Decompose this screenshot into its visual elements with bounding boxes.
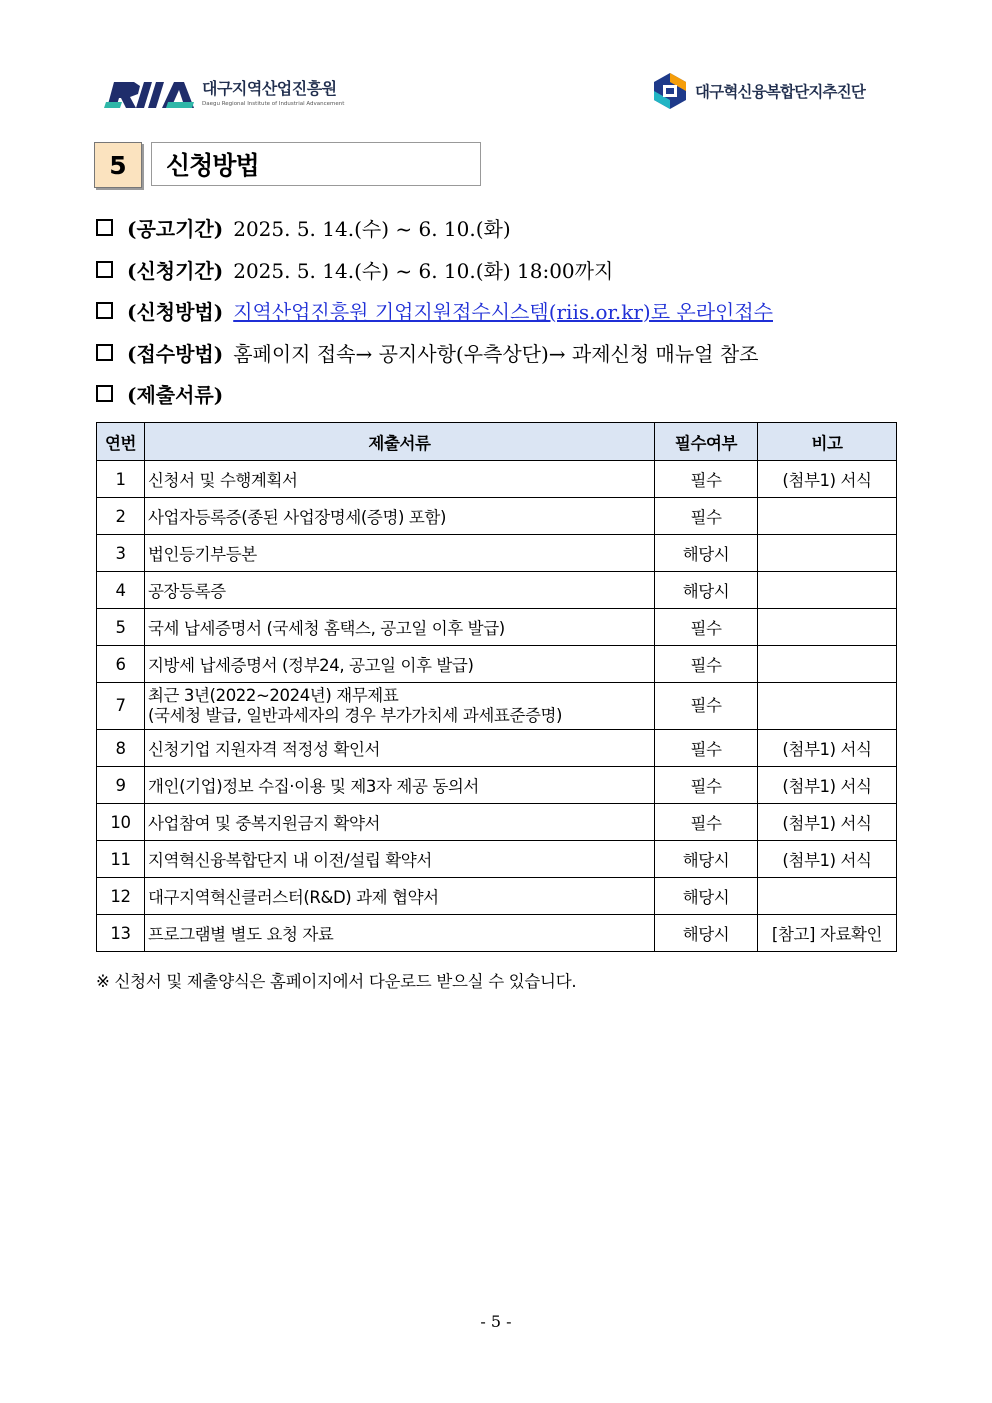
col-header-required: 필수여부 [655, 423, 758, 461]
riia-logo [104, 76, 344, 112]
row-required: 필수 [655, 609, 758, 646]
item-label: (제출서류) [127, 382, 224, 407]
item-value: 2025. 5. 14.(수) ~ 6. 10.(화) 18:00까지 [233, 258, 614, 283]
left-logo-name: 대구지역산업진흥원 [202, 79, 337, 98]
row-doc: 신청서 및 수행계획서 [145, 461, 655, 498]
item-submit-docs [96, 378, 896, 408]
item-label: (공고기간) [127, 216, 224, 241]
col-header-note: 비고 [758, 423, 897, 461]
row-note [758, 498, 897, 535]
row-required: 해당시 [655, 535, 758, 572]
row-doc: 공장등록증 [145, 572, 655, 609]
row-note [758, 535, 897, 572]
row-doc: 사업참여 및 중복지원금지 확약서 [145, 804, 655, 841]
table-row [97, 730, 897, 767]
row-doc: 국세 납세증명서 (국세청 홈택스, 공고일 이후 발급) [145, 609, 655, 646]
item-value: 2025. 5. 14.(수) ~ 6. 10.(화) [233, 216, 511, 241]
item-label: (신청기간) [127, 258, 224, 283]
row-no: 9 [97, 767, 145, 804]
row-doc: 대구지역혁신클러스터(R&D) 과제 협약서 [145, 878, 655, 915]
table-row [97, 572, 897, 609]
row-note: (첨부1) 서식 [758, 804, 897, 841]
table-row [97, 804, 897, 841]
item-announce-period [96, 212, 896, 242]
row-note [758, 878, 897, 915]
row-required: 해당시 [655, 915, 758, 952]
checkbox-square-icon [96, 344, 113, 361]
row-doc-multiline [145, 683, 655, 730]
row-required: 해당시 [655, 572, 758, 609]
row-note: [참고] 자료확인 [758, 915, 897, 952]
row-no: 2 [97, 498, 145, 535]
row-no: 1 [97, 461, 145, 498]
item-receipt-method [96, 337, 896, 367]
row-note: (첨부1) 서식 [758, 730, 897, 767]
table-row [97, 683, 897, 730]
row-required: 필수 [655, 767, 758, 804]
checkbox-square-icon [96, 219, 113, 236]
row-no: 12 [97, 878, 145, 915]
footnote: ※ 신청서 및 제출양식은 홈페이지에서 다운로드 받으실 수 있습니다. [96, 972, 577, 991]
row-doc: 신청기업 지원자격 적정성 확인서 [145, 730, 655, 767]
table-row [97, 878, 897, 915]
table-row [97, 461, 897, 498]
row-no: 5 [97, 609, 145, 646]
left-logo-name-en: Daegu Regional Institute of Industrial Advancement [202, 101, 345, 107]
row-note: (첨부1) 서식 [758, 767, 897, 804]
col-header-doc: 제출서류 [145, 423, 655, 461]
table-row [97, 646, 897, 683]
col-header-no: 연번 [97, 423, 145, 461]
table-row [97, 535, 897, 572]
row-doc: 프로그램별 별도 요청 자료 [145, 915, 655, 952]
row-note: (첨부1) 서식 [758, 841, 897, 878]
row-required: 필수 [655, 461, 758, 498]
section-number: 5 [94, 142, 142, 188]
table-row [97, 841, 897, 878]
row-note: (첨부1) 서식 [758, 461, 897, 498]
row-no: 7 [97, 683, 145, 730]
submission-documents-table [96, 422, 897, 952]
row-note [758, 646, 897, 683]
item-apply-period [96, 254, 896, 284]
row-no: 13 [97, 915, 145, 952]
table-row [97, 767, 897, 804]
section-title: 신청방법 [151, 142, 481, 186]
row-required: 필수 [655, 646, 758, 683]
row-required: 필수 [655, 683, 758, 730]
item-label: (접수방법) [127, 341, 224, 366]
row-note [758, 572, 897, 609]
table-row [97, 498, 897, 535]
right-logo-name: 대구혁신융복합단지추진단 [695, 83, 866, 101]
riia-logo-mark [104, 76, 196, 112]
row-required: 해당시 [655, 878, 758, 915]
row-doc: 법인등기부등본 [145, 535, 655, 572]
row-doc-line2: (국세청 발급, 일반과세자의 경우 부가가치세 과세표준증명) [148, 706, 563, 725]
item-label: (신청방법) [127, 299, 224, 324]
checkbox-square-icon [96, 385, 113, 402]
online-application-link[interactable]: 지역산업진흥원 기업지원접수시스템(riis.or.kr)로 온라인접수 [233, 299, 773, 324]
row-doc: 지방세 납세증명서 (정부24, 공고일 이후 발급) [145, 646, 655, 683]
item-value: 홈페이지 접속→ 공지사항(우측상단)→ 과제신청 매뉴얼 참조 [233, 341, 759, 366]
item-apply-method [96, 295, 896, 325]
row-no: 11 [97, 841, 145, 878]
hexagon-logo-icon [653, 72, 687, 110]
row-no: 6 [97, 646, 145, 683]
table-row [97, 915, 897, 952]
table-header-row [97, 423, 897, 461]
row-required: 필수 [655, 498, 758, 535]
table-row [97, 609, 897, 646]
row-no: 10 [97, 804, 145, 841]
row-required: 필수 [655, 804, 758, 841]
row-doc: 사업자등록증(종된 사업장명세(증명) 포함) [145, 498, 655, 535]
row-no: 4 [97, 572, 145, 609]
daegu-innovation-logo [653, 72, 865, 110]
checkbox-square-icon [96, 302, 113, 319]
row-doc: 지역혁신융복합단지 내 이전/설립 확약서 [145, 841, 655, 878]
page-number: - 5 - [480, 1312, 512, 1331]
row-note [758, 683, 897, 730]
row-no: 8 [97, 730, 145, 767]
row-no: 3 [97, 535, 145, 572]
row-required: 해당시 [655, 841, 758, 878]
row-doc: 개인(기업)정보 수집·이용 및 제3자 제공 동의서 [145, 767, 655, 804]
checkbox-square-icon [96, 261, 113, 278]
row-note [758, 609, 897, 646]
row-required: 필수 [655, 730, 758, 767]
row-doc-line1: 최근 3년(2022~2024년) 재무제표 [148, 686, 399, 705]
